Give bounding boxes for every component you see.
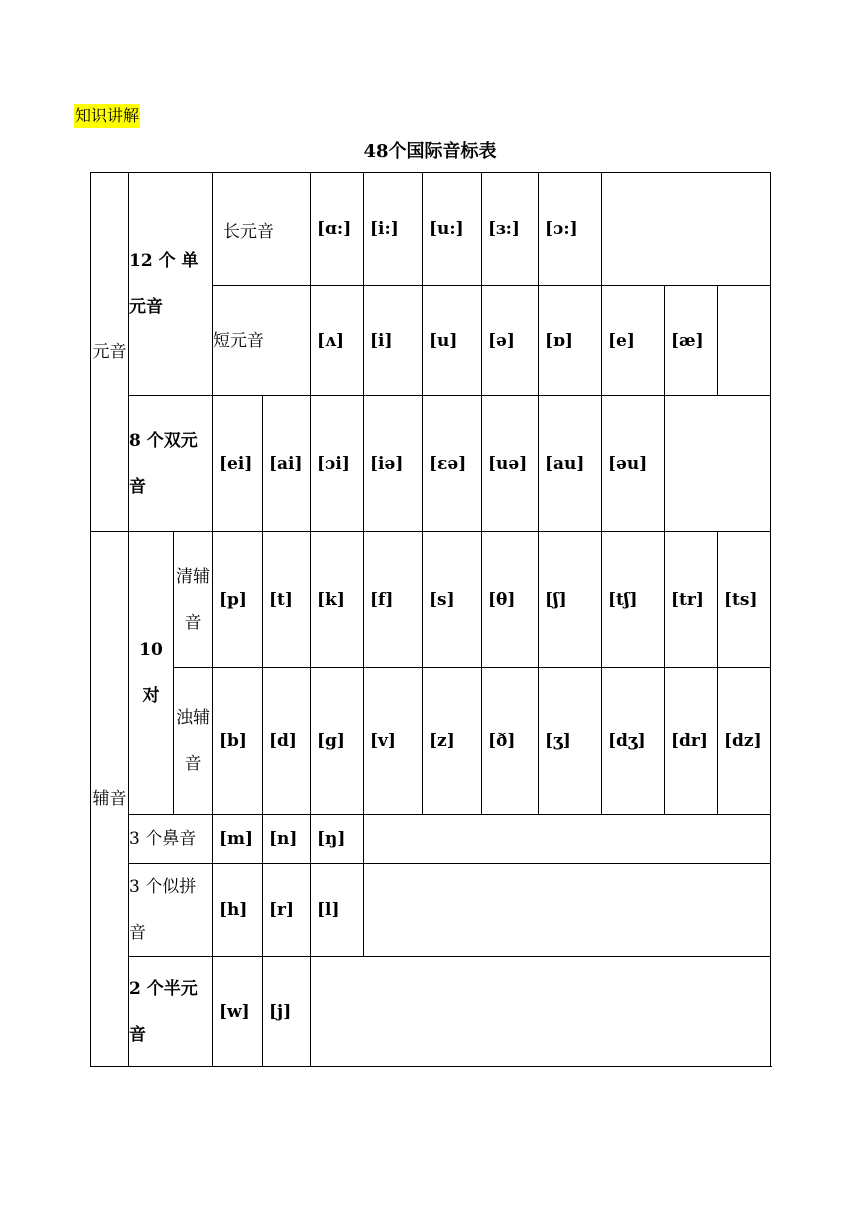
short-vowel-cell: [æ] (665, 286, 718, 396)
long-vowel-cell: [ɜ:] (482, 173, 539, 286)
diphthong-cell: [uə] (482, 396, 539, 532)
diphthong-cell: [ɔi] (311, 396, 364, 532)
voiced-cell: [v] (364, 668, 423, 815)
voiced-cell: [dz] (718, 668, 771, 815)
long-vowel-cell: [i:] (364, 173, 423, 286)
voiceless-label: 清辅音 (174, 532, 213, 668)
voiced-cell: [g] (311, 668, 364, 815)
diphthong-cell: [ai] (263, 396, 311, 532)
semivowel-cell: [w] (213, 957, 263, 1067)
long-vowel-cell: [ɔ:] (539, 173, 602, 286)
voiced-cell: [dʒ] (602, 668, 665, 815)
long-vowel-label: 长元音 (213, 173, 311, 286)
empty-cell (665, 396, 771, 532)
voiced-cell: [dr] (665, 668, 718, 815)
pinyin-like-label: 3 个似拼音 (129, 864, 213, 957)
voiced-cell: [ð] (482, 668, 539, 815)
consonants-label: 辅音 (91, 532, 129, 1067)
voiced-cell: [ʒ] (539, 668, 602, 815)
semivowel-cell: [j] (263, 957, 311, 1067)
nasal-cell: [ŋ] (311, 815, 364, 864)
voiceless-cell: [f] (364, 532, 423, 668)
long-vowel-cell: [ɑ:] (311, 173, 364, 286)
short-vowel-cell: [ɒ] (539, 286, 602, 396)
pinyin-like-cell: [l] (311, 864, 364, 957)
empty-cell (311, 957, 771, 1067)
short-vowel-cell: [u] (423, 286, 482, 396)
voiced-cell: [b] (213, 668, 263, 815)
section-highlight-label: 知识讲解 (74, 104, 140, 128)
short-vowel-cell: [i] (364, 286, 423, 396)
short-vowel-cell: [e] (602, 286, 665, 396)
voiceless-cell: [t] (263, 532, 311, 668)
nasal-cell: [n] (263, 815, 311, 864)
voiced-label: 浊辅音 (174, 668, 213, 815)
empty-cell (718, 286, 771, 396)
nasal-cell: [m] (213, 815, 263, 864)
diphthong-cell: [əu] (602, 396, 665, 532)
short-vowel-label: 短元音 (213, 286, 311, 396)
diphthong-cell: [ei] (213, 396, 263, 532)
pinyin-like-cell: [h] (213, 864, 263, 957)
voiceless-cell: [θ] (482, 532, 539, 668)
voiceless-cell: [ʃ] (539, 532, 602, 668)
diphthong-cell: [iə] (364, 396, 423, 532)
voiced-cell: [d] (263, 668, 311, 815)
short-vowel-cell: [ə] (482, 286, 539, 396)
table-title: 48个国际音标表 (363, 141, 497, 162)
ipa-table (90, 172, 771, 1067)
empty-cell (602, 173, 771, 286)
diphthong-cell: [au] (539, 396, 602, 532)
short-vowel-cell: [ʌ] (311, 286, 364, 396)
long-vowel-cell: [u:] (423, 173, 482, 286)
nasal-label: 3 个鼻音 (129, 815, 213, 864)
pairs-label: 10 对 (129, 532, 174, 815)
empty-cell (364, 815, 771, 864)
monophthong-label: 12 个 单元音 (129, 173, 213, 396)
pinyin-like-cell: [r] (263, 864, 311, 957)
empty-cell (364, 864, 771, 957)
diphthong-cell: [ɛə] (423, 396, 482, 532)
voiced-cell: [z] (423, 668, 482, 815)
voiceless-cell: [tr] (665, 532, 718, 668)
semivowel-label: 2 个半元音 (129, 957, 213, 1067)
voiceless-cell: [k] (311, 532, 364, 668)
diphthong-label: 8 个双元音 (129, 396, 213, 532)
voiceless-cell: [s] (423, 532, 482, 668)
voiceless-cell: [ts] (718, 532, 771, 668)
voiceless-cell: [p] (213, 532, 263, 668)
voiceless-cell: [tʃ] (602, 532, 665, 668)
vowels-label: 元音 (91, 173, 129, 532)
